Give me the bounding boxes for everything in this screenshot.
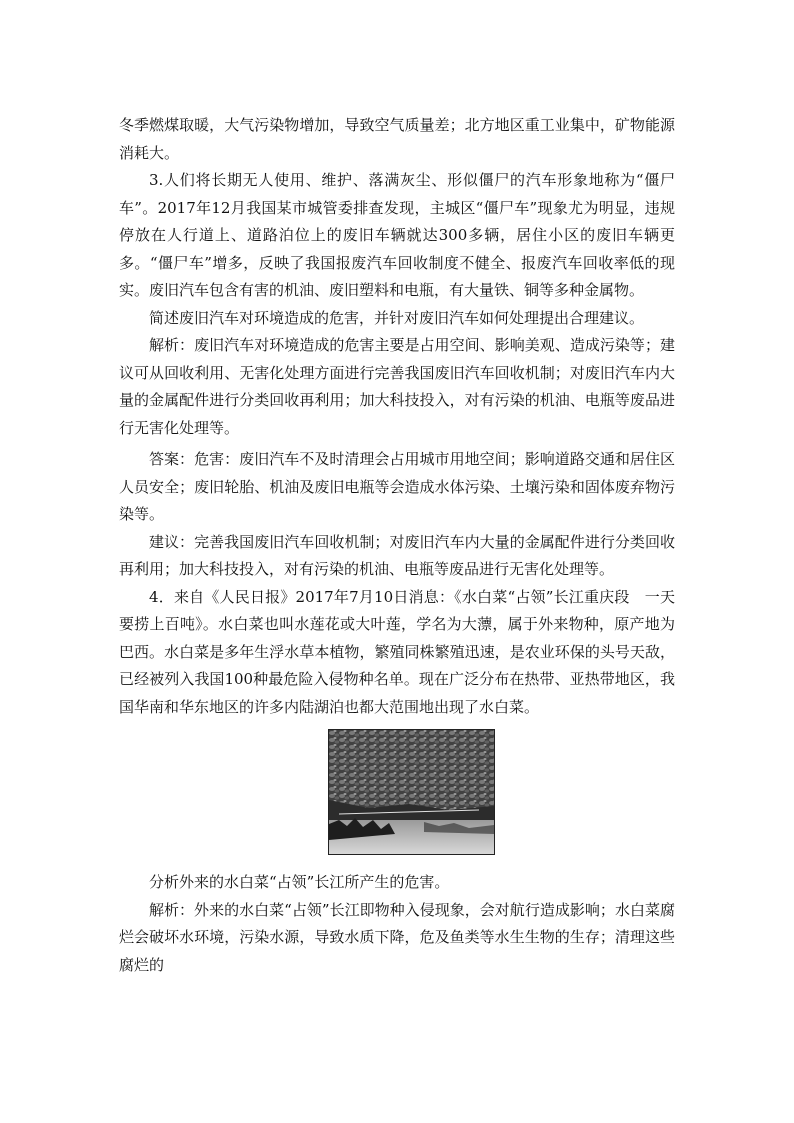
question-3-answer-suggestions: 建议：完善我国废旧汽车回收机制；对废旧汽车内大量的金属配件进行分类回收再利用；加大科技投入，对有污染的机油、电瓶等废品进行无害化处理等。 [119,532,675,578]
question-4-prompt: 分析外来的水白菜“占领”长江所产生的危害。 [149,873,450,891]
document-body [119,112,675,979]
question-3-answer-hazards: 答案：危害：废旧汽车不及时清理会占用城市用地空间；影响道路交通和居住区人员安全；废旧轮胎、机油及废旧电瓶等会造成水体污染、土壤污染和固体废弃物污染等。 [119,450,675,523]
photo-container [119,727,675,859]
water-hyacinth-image [329,730,494,854]
water-hyacinth-photo [328,729,495,855]
paragraph-intro-continuation: 冬季燃煤取暖，大气污染物增加，导致空气质量差；北方地区重工业集中，矿物能源消耗大。 [119,116,675,162]
question-4-text: 4．来自《人民日报》2017年7月10日消息：《水白菜“占领”长江重庆段 一天要捞上百吨》。水白菜也叫水莲花或大叶莲，学名为大薸，属于外来物种，原产地为巴西。水白菜是多年生浮水草本植物，繁殖同株繁殖迅速，是农业环保的头号天敌，已经被列入我国100种最危险入侵物种名单。现在广泛分布在热带、亚热带地区，我国华南和华东地区的许多内陆湖泊也都大范围地出现了水白菜。 [119,587,675,716]
question-3-text: 3.人们将长期无人使用、维护、落满灰尘、形似僵尸的汽车形象地称为“僵尸车”。2017年12月我国某市城管委排查发现，主城区“僵尸车”现象尤为明显，违规停放在人行道上、道路泊位上的废旧车辆就达300多辆，居住小区的废旧车辆更多。“僵尸车”增多，反映了我国报废汽车回收制度不健全、报废汽车回收率低的现实。废旧汽车包含有害的机油、废旧塑料和电瓶，有大量铁、铜等多种金属物。 [119,171,675,299]
question-4-analysis: 解析：外来的水白菜“占领”长江即物种入侵现象，会对航行造成影响；水白菜腐烂会破坏水环境，污染水源，导致水质下降，危及鱼类等水生生物的生存；清理这些腐烂的 [119,900,675,974]
question-3-analysis: 解析：废旧汽车对环境造成的危害主要是占用空间、影响美观、造成污染等；建议可从回收利用、无害化处理方面进行完善我国废旧汽车回收机制；对废旧汽车内大量的金属配件进行分类回收再利用；加大科技投入，对有污染的机油、电瓶等废品进行无害化处理等。 [119,336,675,437]
question-3-prompt: 简述废旧汽车对环境造成的危害，并针对废旧汽车如何处理提出合理建议。 [149,308,645,327]
